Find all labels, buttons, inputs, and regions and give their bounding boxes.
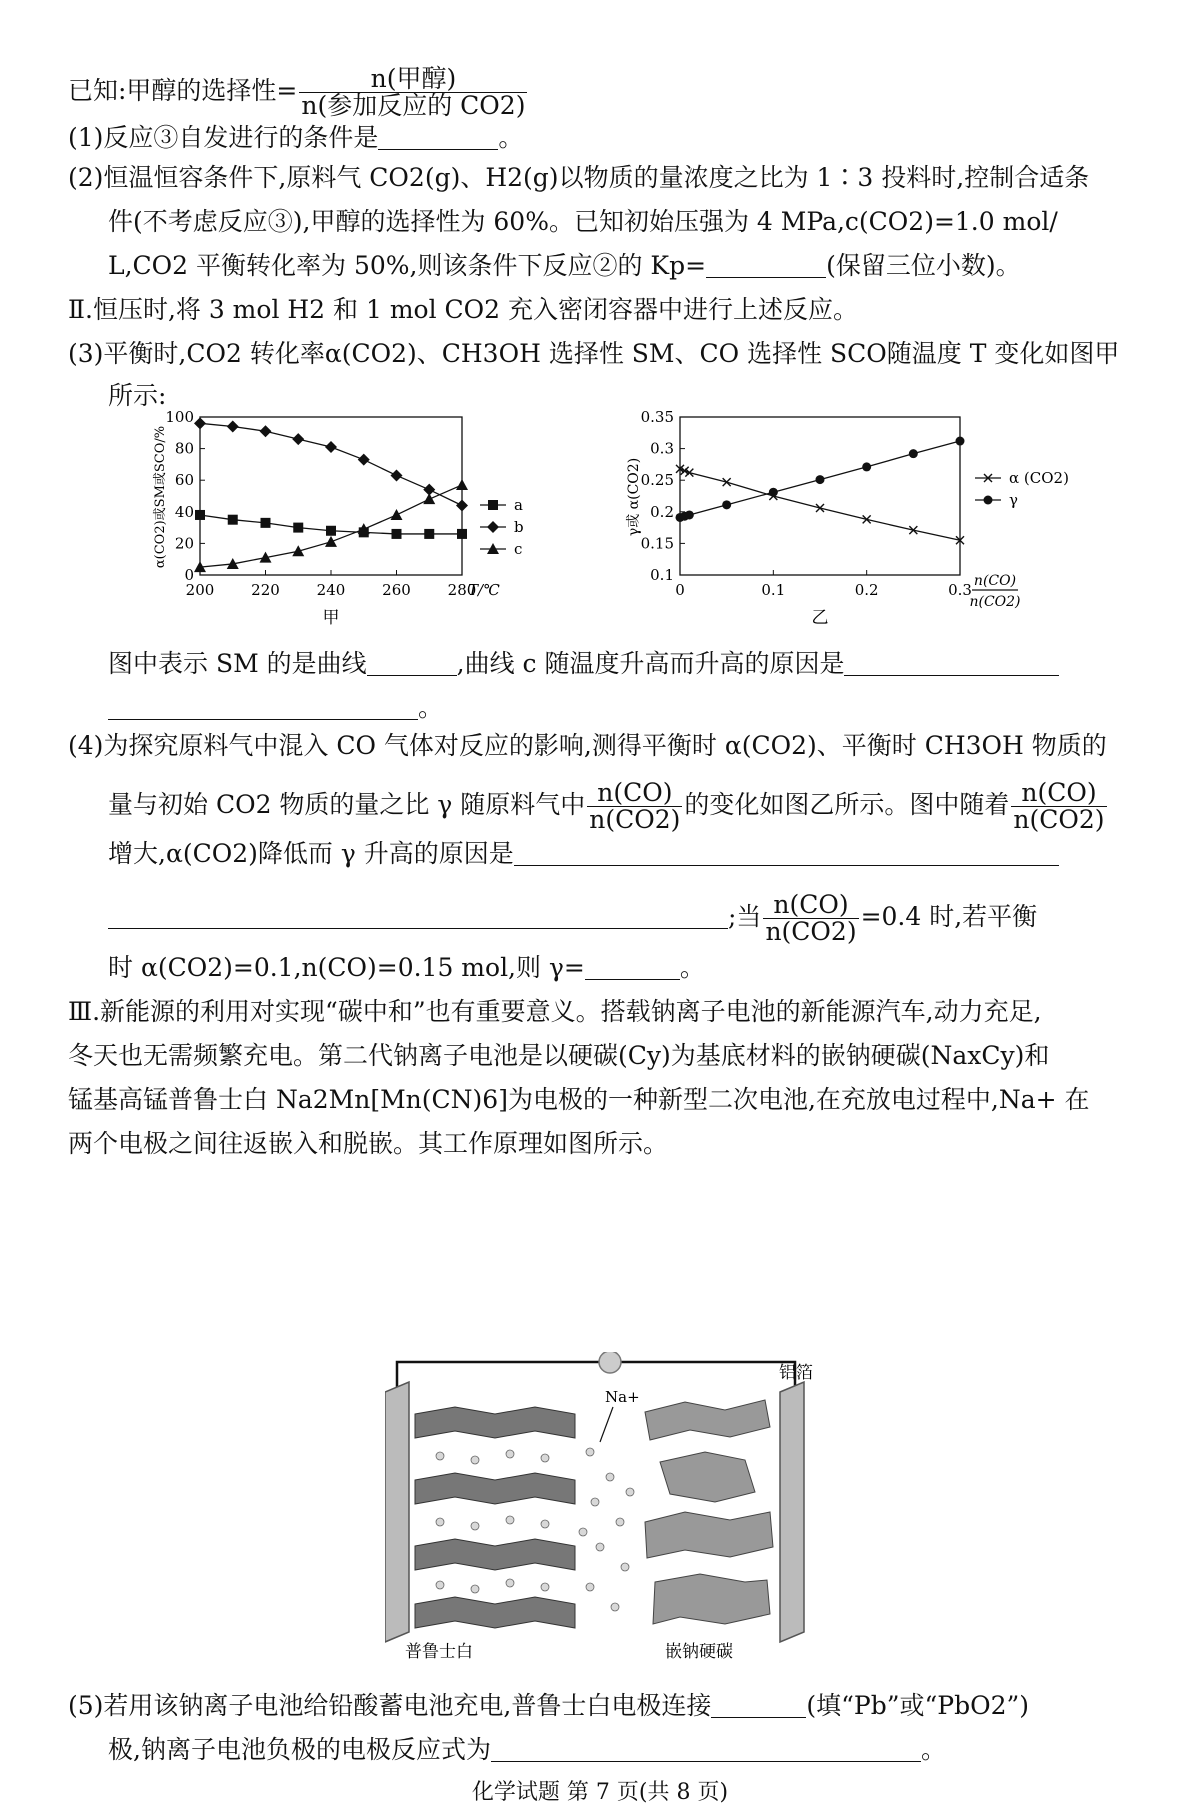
q4-fraction-3 [763, 892, 858, 945]
hard-carbon-layers [645, 1400, 773, 1624]
chart-title: 乙 [811, 608, 829, 628]
legend-label: γ [1009, 491, 1018, 509]
page-footer: 化学试题 第 7 页(共 8 页) [471, 1780, 729, 1805]
x-tick-label: 280 [447, 581, 477, 599]
data-point [292, 433, 304, 445]
q4-line5-text: 时 α(CO2)=0.1,n(CO)=0.15 mol,则 γ= [108, 953, 585, 982]
x-tick-label: 0.3 [948, 581, 972, 599]
data-point [228, 515, 238, 525]
question-1 [68, 120, 523, 156]
part3-line1: Ⅲ.新能源的利用对实现“碳中和”也有重要意义。搭载钠离子电池的新能源汽车,动力充足, [68, 997, 1042, 1026]
q4-line2-mid: 的变化如图乙所示。图中随着 [684, 790, 1010, 819]
q4-line5 [108, 950, 705, 986]
series-line [200, 423, 462, 505]
legend-label: c [514, 540, 523, 558]
q4-line4-text: ;当 [728, 902, 762, 931]
q1-end: 。 [498, 123, 524, 152]
y-tick-label: 0.25 [640, 471, 674, 490]
q3-blank-reason-cont[interactable] [108, 693, 418, 720]
data-point [423, 493, 435, 504]
y-tick-label: 80 [174, 439, 194, 458]
q5-blank-equation[interactable] [491, 1735, 921, 1762]
q5-line2-end: 。 [920, 1735, 946, 1764]
part3-line3: 锰基高锰普鲁士白 Na2Mn[Mn(CN)6]为电极的一种新型二次电池,在充放电过程中,Na+ 在 [68, 1085, 1090, 1114]
q4-line2 [108, 780, 1109, 833]
y-tick-label: 0.1 [650, 566, 674, 584]
q2-line1: (2)恒温恒容条件下,原料气 CO2(g)、H2(g)以物质的量浓度之比为 1∶3 投料时,控制合适条 [68, 163, 1090, 192]
q4-fraction-1 [587, 780, 682, 833]
ion-pointer [600, 1407, 613, 1442]
data-point [769, 488, 778, 497]
data-point [909, 449, 918, 458]
q4-fraction-2 [1011, 780, 1106, 833]
data-point [816, 475, 825, 484]
q5-line1-end: (填“Pb”或“PbO2”) [806, 1691, 1030, 1720]
data-point [456, 479, 468, 490]
x-tick-label: 200 [185, 581, 215, 599]
legend-label: a [514, 496, 523, 514]
x-tick-label: 0.1 [761, 581, 786, 599]
data-point [424, 529, 434, 539]
y-tick-label: 0.2 [650, 502, 674, 521]
data-point [326, 526, 336, 536]
y-tick-label: 0.35 [640, 408, 674, 426]
data-point [392, 529, 402, 539]
left-electrode-label: 普鲁士白 [405, 1642, 473, 1662]
q5-line2 [108, 1732, 946, 1768]
x-axis-label: T/℃ [468, 581, 500, 599]
ion-label: Na+ [605, 1388, 640, 1406]
data-point [292, 545, 304, 556]
x-tick-label: 260 [382, 581, 411, 599]
data-point [457, 529, 467, 539]
series-γ [676, 437, 965, 522]
part-2-text: Ⅱ.恒压时,将 3 mol H2 和 1 mol CO2 充入密闭容器中进行上述反应。 [68, 295, 859, 324]
q4-line4 [108, 892, 1037, 945]
known-prefix: 已知:甲醇的选择性= [68, 76, 298, 105]
legend-label: α (CO2) [1009, 469, 1069, 487]
data-point [293, 523, 303, 533]
q5-line1-text: (5)若用该钠离子电池给铅酸蓄电池充电,普鲁士白电极连接 [68, 1691, 712, 1720]
fraction-numerator: n(CO) [763, 892, 858, 919]
q5-line1 [68, 1688, 1029, 1724]
data-point [722, 500, 731, 509]
legend-marker [488, 500, 498, 510]
q3-blank-reason[interactable] [844, 649, 1059, 676]
x-tick-label: 240 [316, 581, 346, 599]
plot-frame [200, 417, 462, 575]
y-tick-label: 20 [174, 534, 194, 553]
data-point [391, 469, 403, 481]
plot-frame [680, 417, 960, 575]
y-tick-label: 0.3 [650, 439, 674, 458]
x-tick-label: 0 [675, 581, 685, 599]
data-point [956, 437, 965, 446]
fraction-denominator: n(参加反应的 CO2) [301, 91, 526, 120]
q5-line2-text: 极,钠离子电池负极的电极反应式为 [108, 1735, 491, 1764]
data-point [227, 420, 239, 432]
fraction-denominator: n(CO2) [765, 917, 857, 946]
q3-line4-end: 。 [418, 693, 444, 722]
fraction-denominator: n(CO2) [589, 805, 681, 834]
legend-label: b [514, 518, 524, 536]
right-electrode-label: 嵌钠硬碳 [665, 1642, 733, 1662]
q1-blank[interactable] [378, 123, 498, 150]
x-axis-label-denominator: n(CO2) [969, 594, 1021, 610]
q3-blank-curve[interactable] [367, 649, 457, 676]
q4-line3-text: 增大,α(CO2)降低而 γ 升高的原因是 [108, 839, 514, 868]
q4-line3 [108, 836, 1059, 872]
x-tick-label: 0.2 [854, 581, 879, 599]
data-point [685, 510, 694, 519]
data-point [325, 441, 337, 453]
q2-line2: 件(不考虑反应③),甲醇的选择性为 60%。已知初始压强为 4 MPa,c(CO2)=1.0 mol/ [108, 207, 1058, 236]
fraction-numerator: n(CO) [1011, 780, 1106, 807]
q3-line2: 所示: [108, 381, 167, 410]
q2-line3-end: (保留三位小数)。 [826, 251, 1021, 280]
q3-line3 [108, 646, 1059, 682]
data-point [862, 462, 871, 471]
y-tick-label: 0.15 [640, 534, 674, 553]
selectivity-fraction [299, 66, 527, 119]
q1-text: (1)反应③自发进行的条件是 [68, 123, 379, 152]
fraction-numerator: n(甲醇) [299, 66, 527, 93]
legend-marker [487, 521, 499, 533]
data-point [358, 454, 370, 466]
data-point [195, 510, 205, 520]
q3-line4 [108, 690, 443, 726]
data-point [816, 504, 824, 512]
fraction-numerator: n(CO) [587, 780, 682, 807]
chart-yi [620, 405, 1140, 635]
y-tick-label: 60 [174, 471, 194, 490]
data-point [260, 425, 272, 437]
q2-line3-text: L,CO2 平衡转化率为 50%,则该条件下反应②的 Kp= [108, 251, 707, 280]
q4-blank-reason[interactable] [514, 839, 1059, 866]
q4-blank-gamma[interactable] [585, 953, 680, 980]
prussian-white-layers [415, 1407, 575, 1628]
q2-blank[interactable] [706, 251, 826, 278]
part3-line4: 两个电极之间往返嵌入和脱嵌。其工作原理如图所示。 [68, 1129, 669, 1158]
battery-diagram [385, 1352, 825, 1662]
q3-line3-text: 图中表示 SM 的是曲线 [108, 649, 367, 678]
y-tick-label: 0 [184, 566, 194, 584]
sodium-ions [579, 1448, 634, 1611]
x-axis-label-numerator: n(CO) [973, 573, 1017, 589]
q4-line5-end: 。 [679, 953, 705, 982]
series-b [194, 417, 468, 511]
known-line [68, 66, 529, 119]
data-point [456, 499, 468, 511]
series-a [195, 510, 467, 539]
fraction-denominator: n(CO2) [1013, 805, 1105, 834]
q4-line2-text: 量与初始 CO2 物质的量之比 γ 随原料气中 [108, 790, 586, 819]
chart-title: 甲 [322, 608, 340, 628]
right-electrode-plate [780, 1382, 804, 1642]
data-point [391, 509, 403, 520]
left-electrode-plate [385, 1382, 409, 1642]
part3-line2: 冬天也无需频繁充电。第二代钠离子电池是以硬碳(Cy)为基底材料的嵌钠硬碳(NaxCy)和 [68, 1041, 1050, 1070]
q2-line3 [108, 248, 1021, 284]
data-point [194, 417, 206, 429]
q4-blank-reason-cont[interactable] [108, 902, 728, 929]
q4-line4-end: =0.4 时,若平衡 [860, 902, 1038, 931]
q4-line1: (4)为探究原料气中混入 CO 气体对反应的影响,测得平衡时 α(CO2)、平衡时 CH3OH 物质的 [68, 731, 1107, 760]
data-point [325, 536, 337, 547]
bulb-icon [599, 1352, 621, 1373]
y-tick-label: 40 [174, 502, 194, 521]
y-axis-label: α(CO2)或SM或SCO/% [153, 425, 168, 569]
data-point [723, 478, 731, 486]
x-tick-label: 220 [251, 581, 280, 599]
y-tick-label: 100 [165, 408, 194, 426]
q5-blank-electrode[interactable] [711, 1691, 806, 1718]
q3-line3-mid: ,曲线 c 随温度升高而升高的原因是 [456, 649, 845, 678]
chart-jia [150, 405, 590, 635]
foil-label: 铝箔 [779, 1363, 813, 1383]
legend-marker [984, 496, 993, 505]
data-point [261, 518, 271, 528]
y-axis-label: γ或 α(CO2) [626, 457, 642, 537]
q3-line1: (3)平衡时,CO2 转化率α(CO2)、CH3OH 选择性 SM、CO 选择性 SCO随温度 T 变化如图甲 [68, 339, 1120, 368]
external-wire [397, 1362, 795, 1392]
